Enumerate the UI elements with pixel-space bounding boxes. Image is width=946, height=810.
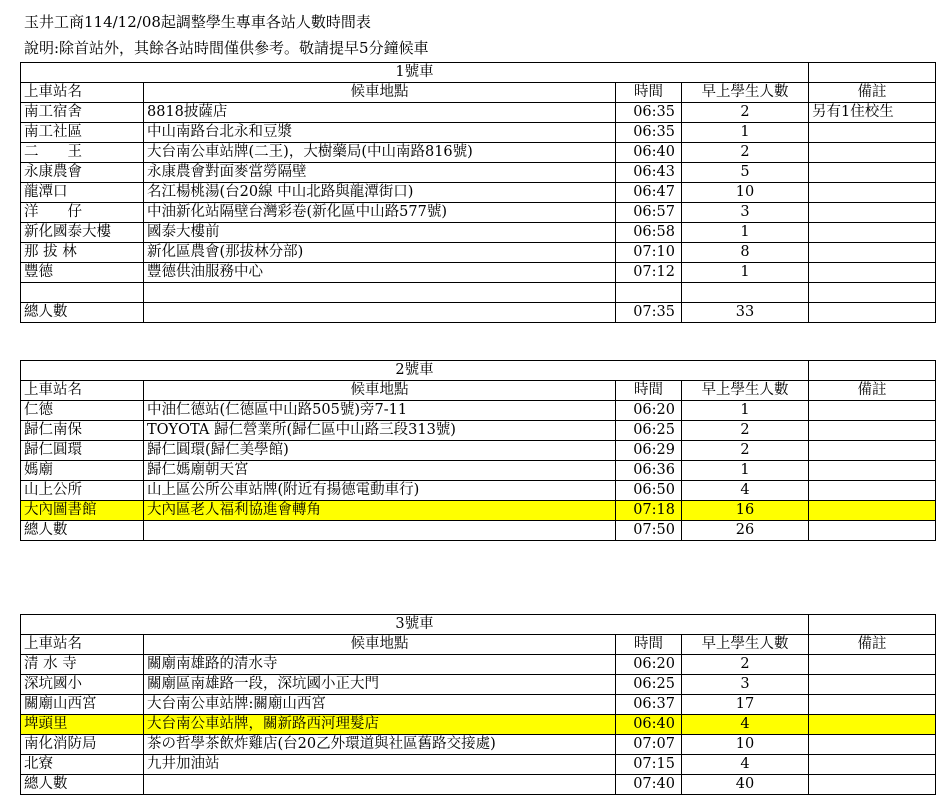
station-cell xyxy=(21,283,144,303)
count-cell: 16 xyxy=(682,501,809,521)
remark-cell xyxy=(809,203,936,223)
station-cell: 豐德 xyxy=(21,263,144,283)
station-cell: 二 王 xyxy=(21,143,144,163)
location-cell: 關廟南雄路的清水寺 xyxy=(144,655,616,675)
station-cell: 大內圖書館 xyxy=(21,501,144,521)
location-cell: 中山南路台北永和豆漿 xyxy=(144,123,616,143)
time-cell: 06:25 xyxy=(616,675,682,695)
remark-cell xyxy=(809,755,936,775)
time-cell: 06:35 xyxy=(616,123,682,143)
table-row xyxy=(21,203,936,223)
table-row xyxy=(21,421,936,441)
remark-cell xyxy=(809,501,936,521)
table-row xyxy=(21,675,936,695)
remark-cell xyxy=(809,655,936,675)
page-note: 說明:除首站外，其餘各站時間僅供參考。敬請提早5分鐘候車 xyxy=(24,39,429,57)
station-cell: 洋 仔 xyxy=(21,203,144,223)
table-row xyxy=(21,481,936,501)
header-remark: 備註 xyxy=(809,381,936,401)
bus-3-table xyxy=(20,614,936,795)
count-cell: 1 xyxy=(682,401,809,421)
header-station: 上車站名 xyxy=(21,381,144,401)
time-cell: 06:37 xyxy=(616,695,682,715)
time-cell: 06:43 xyxy=(616,163,682,183)
station-cell: 北寮 xyxy=(21,755,144,775)
time-cell: 07:10 xyxy=(616,243,682,263)
remark-cell xyxy=(809,283,936,303)
bus-1-table xyxy=(20,62,936,323)
count-cell: 2 xyxy=(682,441,809,461)
total-remark-blank xyxy=(809,303,936,323)
bus-2-table xyxy=(20,360,936,541)
time-cell: 06:57 xyxy=(616,203,682,223)
table-header-row xyxy=(21,635,936,655)
total-row xyxy=(21,303,936,323)
location-cell: 名江楊桃湯(台20線 中山北路與龍潭街口) xyxy=(144,183,616,203)
location-cell: 山上區公所公車站牌(附近有揚德電動車行) xyxy=(144,481,616,501)
location-cell: 歸仁媽廟朝天宮 xyxy=(144,461,616,481)
total-location-blank xyxy=(144,521,616,541)
time-cell: 07:18 xyxy=(616,501,682,521)
remark-cell xyxy=(809,183,936,203)
location-cell: 大內區老人福利協進會轉角 xyxy=(144,501,616,521)
bus-name: 3號車 xyxy=(21,615,809,635)
location-cell: 永康農會對面麥當勞隔壁 xyxy=(144,163,616,183)
total-count: 33 xyxy=(682,303,809,323)
remark-cell xyxy=(809,223,936,243)
table-row xyxy=(21,715,936,735)
count-cell: 1 xyxy=(682,461,809,481)
count-cell: 1 xyxy=(682,123,809,143)
table-header-row xyxy=(21,83,936,103)
header-time: 時間 xyxy=(616,83,682,103)
remark-cell xyxy=(809,243,936,263)
time-cell: 07:15 xyxy=(616,755,682,775)
station-cell: 深坑國小 xyxy=(21,675,144,695)
total-time: 07:40 xyxy=(616,775,682,795)
total-time: 07:35 xyxy=(616,303,682,323)
time-cell: 06:58 xyxy=(616,223,682,243)
total-remark-blank xyxy=(809,775,936,795)
location-cell xyxy=(144,283,616,303)
table-row xyxy=(21,461,936,481)
count-cell: 3 xyxy=(682,203,809,223)
remark-cell xyxy=(809,163,936,183)
header-count: 早上學生人數 xyxy=(682,635,809,655)
remark-cell xyxy=(809,263,936,283)
time-cell: 07:07 xyxy=(616,735,682,755)
caption-blank-cell xyxy=(809,63,936,83)
table-row xyxy=(21,755,936,775)
header-station: 上車站名 xyxy=(21,83,144,103)
remark-cell xyxy=(809,481,936,501)
table-row xyxy=(21,183,936,203)
table-row xyxy=(21,263,936,283)
station-cell: 埤頭里 xyxy=(21,715,144,735)
location-cell: 茶の哲學茶飲炸雞店(台20乙外環道與社區舊路交接處) xyxy=(144,735,616,755)
remark-cell: 另有1住校生 xyxy=(809,103,936,123)
remark-cell xyxy=(809,695,936,715)
header-remark: 備註 xyxy=(809,635,936,655)
location-cell: 中油仁德站(仁德區中山路505號)旁7-11 xyxy=(144,401,616,421)
remark-cell xyxy=(809,421,936,441)
station-cell: 關廟山西宮 xyxy=(21,695,144,715)
table-row xyxy=(21,695,936,715)
location-cell: 新化區農會(那拔林分部) xyxy=(144,243,616,263)
remark-cell xyxy=(809,123,936,143)
station-cell: 山上公所 xyxy=(21,481,144,501)
time-cell: 06:20 xyxy=(616,655,682,675)
count-cell: 4 xyxy=(682,715,809,735)
caption-blank-cell xyxy=(809,615,936,635)
location-cell: 歸仁圓環(歸仁美學館) xyxy=(144,441,616,461)
count-cell: 8 xyxy=(682,243,809,263)
station-cell: 歸仁圓環 xyxy=(21,441,144,461)
remark-cell xyxy=(809,715,936,735)
total-count: 40 xyxy=(682,775,809,795)
time-cell: 06:47 xyxy=(616,183,682,203)
total-label: 總人數 xyxy=(21,775,144,795)
time-cell: 06:50 xyxy=(616,481,682,501)
count-cell: 4 xyxy=(682,755,809,775)
time-cell: 07:12 xyxy=(616,263,682,283)
station-cell: 南工社區 xyxy=(21,123,144,143)
location-cell: 8818披薩店 xyxy=(144,103,616,123)
time-cell: 06:20 xyxy=(616,401,682,421)
bus-caption-row xyxy=(21,615,936,635)
count-cell xyxy=(682,283,809,303)
total-location-blank xyxy=(144,303,616,323)
table-row xyxy=(21,243,936,263)
location-cell: 九井加油站 xyxy=(144,755,616,775)
station-cell: 媽廟 xyxy=(21,461,144,481)
count-cell: 2 xyxy=(682,421,809,441)
time-cell: 06:40 xyxy=(616,715,682,735)
location-cell: 豐德供油服務中心 xyxy=(144,263,616,283)
count-cell: 1 xyxy=(682,263,809,283)
total-count: 26 xyxy=(682,521,809,541)
station-cell: 新化國泰大樓 xyxy=(21,223,144,243)
table-row xyxy=(21,143,936,163)
count-cell: 1 xyxy=(682,223,809,243)
station-cell: 龍潭口 xyxy=(21,183,144,203)
station-cell: 清 水 寺 xyxy=(21,655,144,675)
header-time: 時間 xyxy=(616,381,682,401)
caption-blank-cell xyxy=(809,361,936,381)
time-cell: 06:36 xyxy=(616,461,682,481)
total-label: 總人數 xyxy=(21,521,144,541)
table-row xyxy=(21,401,936,421)
total-location-blank xyxy=(144,775,616,795)
count-cell: 3 xyxy=(682,675,809,695)
time-cell: 06:29 xyxy=(616,441,682,461)
remark-cell xyxy=(809,143,936,163)
bus-name: 1號車 xyxy=(21,63,809,83)
remark-cell xyxy=(809,401,936,421)
bus-caption-row xyxy=(21,361,936,381)
time-cell: 06:35 xyxy=(616,103,682,123)
station-cell: 那 拔 林 xyxy=(21,243,144,263)
header-station: 上車站名 xyxy=(21,635,144,655)
header-location: 候車地點 xyxy=(144,83,616,103)
count-cell: 10 xyxy=(682,735,809,755)
total-remark-blank xyxy=(809,521,936,541)
count-cell: 4 xyxy=(682,481,809,501)
table-row xyxy=(21,163,936,183)
time-cell: 06:25 xyxy=(616,421,682,441)
station-cell: 永康農會 xyxy=(21,163,144,183)
remark-cell xyxy=(809,441,936,461)
count-cell: 17 xyxy=(682,695,809,715)
remark-cell xyxy=(809,675,936,695)
total-row xyxy=(21,521,936,541)
header-location: 候車地點 xyxy=(144,635,616,655)
bus-name: 2號車 xyxy=(21,361,809,381)
station-cell: 南工宿舍 xyxy=(21,103,144,123)
table-row xyxy=(21,103,936,123)
time-cell: 06:40 xyxy=(616,143,682,163)
location-cell: 大台南公車站牌(二王)，大樹藥局(中山南路816號) xyxy=(144,143,616,163)
table-row xyxy=(21,655,936,675)
count-cell: 2 xyxy=(682,655,809,675)
location-cell: 國泰大樓前 xyxy=(144,223,616,243)
count-cell: 10 xyxy=(682,183,809,203)
total-row xyxy=(21,775,936,795)
time-cell xyxy=(616,283,682,303)
header-remark: 備註 xyxy=(809,83,936,103)
total-label: 總人數 xyxy=(21,303,144,323)
location-cell: 中油新化站隔壁台灣彩卷(新化區中山路577號) xyxy=(144,203,616,223)
header-time: 時間 xyxy=(616,635,682,655)
remark-cell xyxy=(809,461,936,481)
station-cell: 歸仁南保 xyxy=(21,421,144,441)
location-cell: TOYOTA 歸仁營業所(歸仁區中山路三段313號) xyxy=(144,421,616,441)
table-row xyxy=(21,735,936,755)
station-cell: 南化消防局 xyxy=(21,735,144,755)
table-header-row xyxy=(21,381,936,401)
bus-caption-row xyxy=(21,63,936,83)
header-location: 候車地點 xyxy=(144,381,616,401)
table-row xyxy=(21,223,936,243)
total-time: 07:50 xyxy=(616,521,682,541)
location-cell: 大台南公車站牌，關新路西河理髮店 xyxy=(144,715,616,735)
remark-cell xyxy=(809,735,936,755)
table-row xyxy=(21,123,936,143)
header-count: 早上學生人數 xyxy=(682,381,809,401)
table-row xyxy=(21,441,936,461)
page-title: 玉井工商114/12/08起調整學生專車各站人數時間表 xyxy=(24,13,371,31)
count-cell: 5 xyxy=(682,163,809,183)
station-cell: 仁德 xyxy=(21,401,144,421)
count-cell: 2 xyxy=(682,143,809,163)
table-row xyxy=(21,501,936,521)
count-cell: 2 xyxy=(682,103,809,123)
table-row xyxy=(21,283,936,303)
location-cell: 關廟區南雄路一段，深坑國小正大門 xyxy=(144,675,616,695)
header-count: 早上學生人數 xyxy=(682,83,809,103)
location-cell: 大台南公車站牌:關廟山西宮 xyxy=(144,695,616,715)
